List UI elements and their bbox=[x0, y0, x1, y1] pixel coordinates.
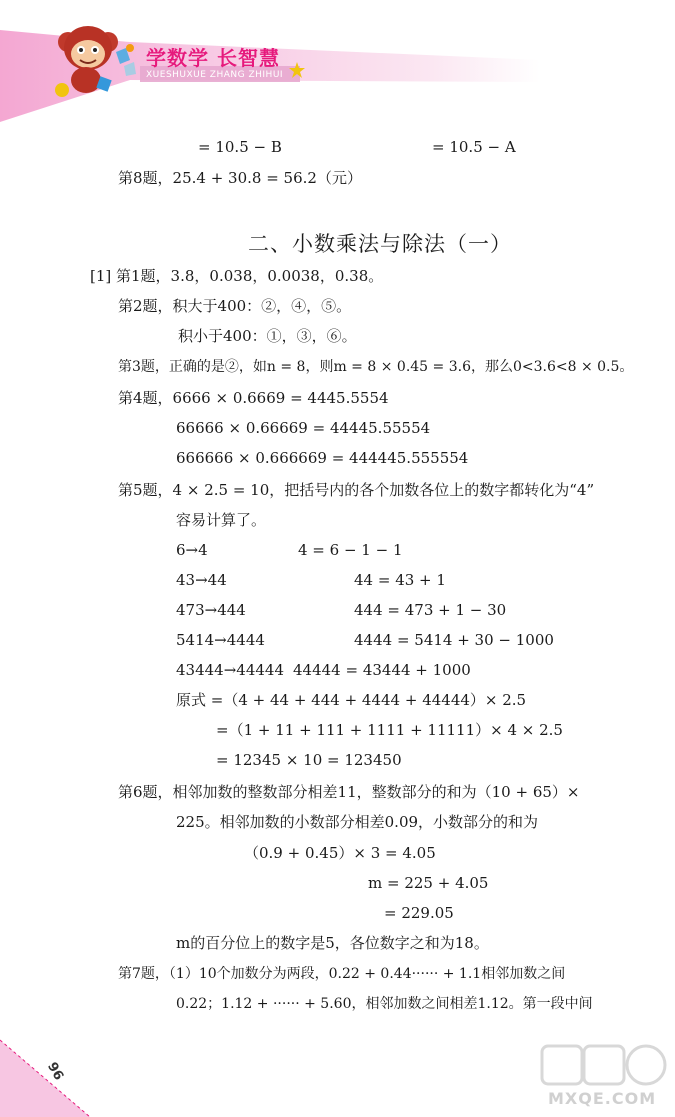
text-line: 66666 × 0.66669 = 44445.55554 bbox=[176, 419, 431, 437]
section-title: 二、小数乘法与除法（一） bbox=[248, 232, 512, 256]
text-line: 4 = 6 − 1 − 1 bbox=[298, 541, 403, 559]
text-line: m的百分位上的数字是5，各位数字之和为18。 bbox=[176, 934, 489, 952]
header-title: 学数学 长智慧 bbox=[146, 46, 280, 70]
star-icon bbox=[289, 62, 305, 78]
text-line: 第7题，（1）10个加数分为两段，0.22 + 0.44······ + 1.1相邻加数之间 bbox=[118, 966, 566, 982]
text-line: 第6题，相邻加数的整数部分相差11，整数部分的和为（10 + 65）× bbox=[118, 783, 580, 801]
text-line: 666666 × 0.666669 = 444445.555554 bbox=[176, 449, 469, 467]
text-line: 第8题，25.4 + 30.8 = 56.2（元） bbox=[118, 169, 362, 187]
header-subtitle-pinyin: XUESHUXUE ZHANG ZHIHUI bbox=[146, 70, 284, 80]
text-line: = 10.5 − B bbox=[198, 138, 282, 156]
text-line: 473→444 bbox=[176, 601, 246, 619]
text-line: 225。相邻加数的小数部分相差0.09，小数部分的和为 bbox=[176, 813, 539, 831]
text-line: 第2题，积大于400：②，④，⑤。 bbox=[118, 297, 352, 315]
text-line: =（1 + 11 + 111 + 1111 + 11111）× 4 × 2.5 bbox=[216, 721, 563, 739]
text-line: m = 225 + 4.05 bbox=[368, 874, 489, 892]
text-line: 5414→4444 bbox=[176, 631, 265, 649]
watermark-text: MXQE.COM bbox=[548, 1089, 657, 1108]
text-line: 第5题，4 × 2.5 = 10，把括号内的各个加数各位上的数字都转化为“4” bbox=[118, 481, 595, 499]
text-line: 44444 = 43444 + 1000 bbox=[293, 661, 471, 679]
text-line: = 10.5 − A bbox=[432, 138, 516, 156]
text-line: 第3题，正确的是②，如n = 8，则m = 8 × 0.45 = 3.6，那么0<3.6<8 × 0.5。 bbox=[118, 359, 634, 375]
text-line: 6→4 bbox=[176, 541, 208, 559]
monkey-mascot-icon bbox=[40, 18, 140, 100]
page-corner-decoration bbox=[0, 1030, 90, 1117]
text-line: 原式 =（4 + 44 + 444 + 4444 + 44444）× 2.5 bbox=[176, 691, 527, 709]
text-line: 444 = 473 + 1 − 30 bbox=[354, 601, 507, 619]
text-line: 43→44 bbox=[176, 571, 227, 589]
text-line: 4444 = 5414 + 30 − 1000 bbox=[354, 631, 554, 649]
text-line: 0.22；1.12 + ······ + 5.60，相邻加数之间相差1.12。第一段中间 bbox=[176, 996, 593, 1012]
text-line: （0.9 + 0.45）× 3 = 4.05 bbox=[244, 844, 436, 862]
text-line: 第4题，6666 × 0.6669 = 4445.5554 bbox=[118, 389, 389, 407]
watermark-logo-icon bbox=[540, 1040, 668, 1090]
page-number: 96 bbox=[44, 1059, 67, 1084]
text-line: 积小于400：①，③，⑥。 bbox=[178, 327, 357, 345]
text-line: 44 = 43 + 1 bbox=[354, 571, 446, 589]
text-line: 容易计算了。 bbox=[176, 511, 267, 529]
text-line: [1] 第1题，3.8，0.038，0.0038，0.38。 bbox=[90, 267, 384, 285]
text-line: = 12345 × 10 = 123450 bbox=[216, 751, 402, 769]
text-line: 43444→44444 bbox=[176, 661, 285, 679]
text-line: = 229.05 bbox=[384, 904, 454, 922]
